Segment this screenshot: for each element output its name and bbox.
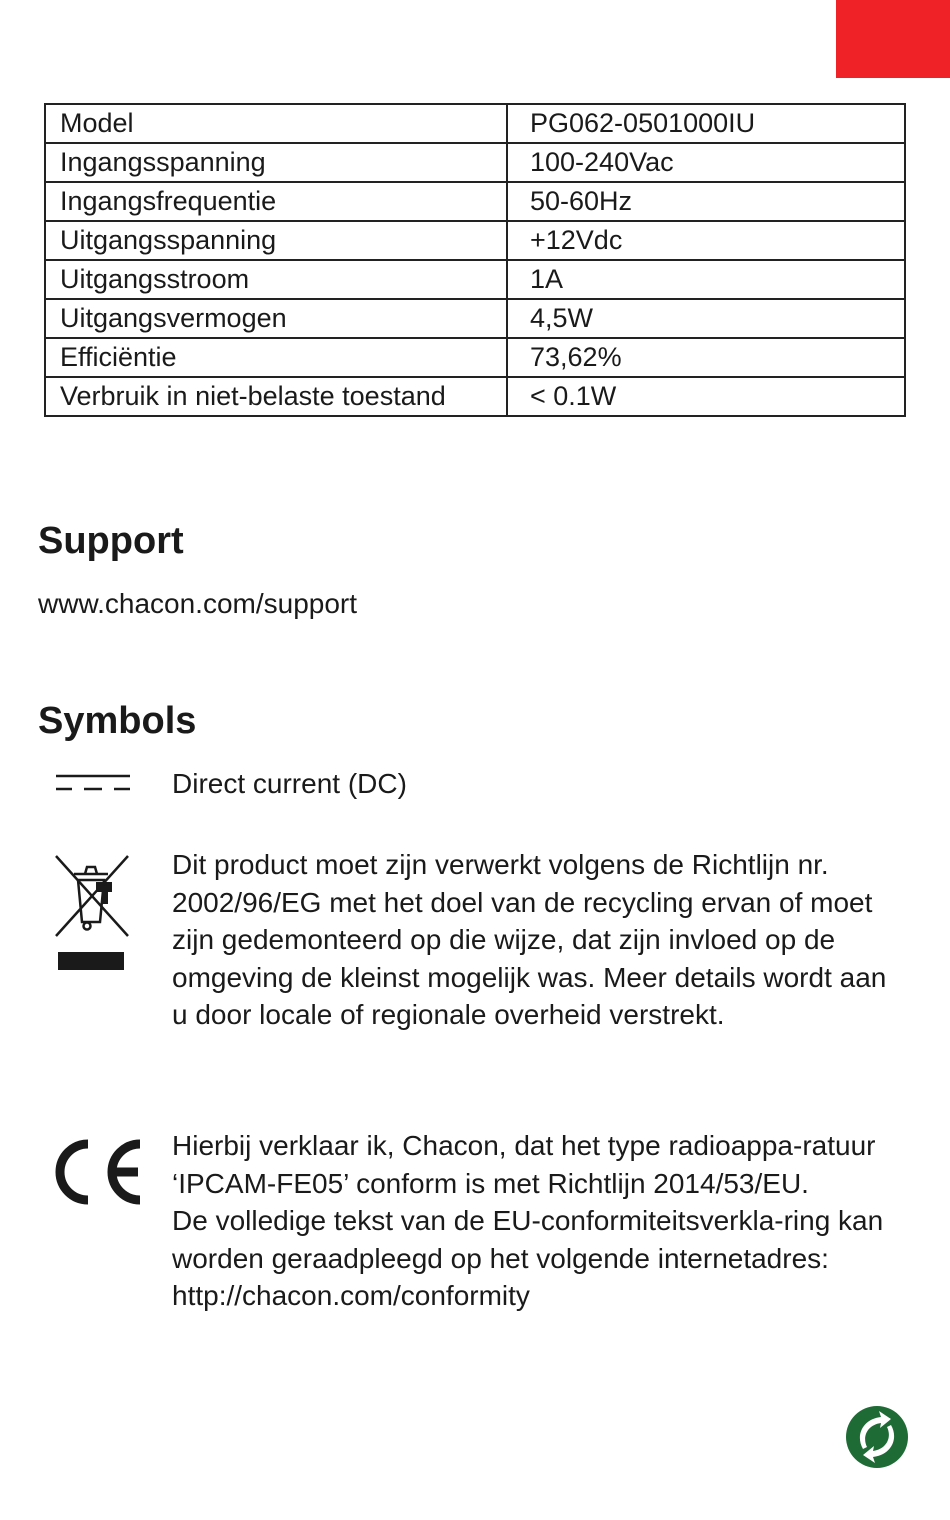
spec-value: 4,5W: [507, 299, 905, 338]
spec-value: PG062-0501000IU: [507, 104, 905, 143]
corner-color-tab: [836, 0, 950, 78]
support-link[interactable]: www.chacon.com/support: [38, 588, 358, 619]
spec-label: Verbruik in niet-belaste toestand: [45, 377, 507, 416]
direct-current-icon: [54, 772, 132, 794]
table-row: [45, 182, 905, 221]
spec-value: < 0.1W: [507, 377, 905, 416]
spec-label: Ingangsspanning: [45, 143, 507, 182]
table-row: [45, 338, 905, 377]
crossed-out-bin-icon: [52, 852, 132, 972]
spec-value: +12Vdc: [507, 221, 905, 260]
spec-label: Efficiëntie: [45, 338, 507, 377]
ce-declaration-text: Hierbij verklaar ik, Chacon, dat het type radioappa-ratuur ‘IPCAM-FE05’ conform is met Richtlijn 2014/53/EU.: [172, 1130, 876, 1199]
spec-value: 1A: [507, 260, 905, 299]
spec-label: Uitgangsvermogen: [45, 299, 507, 338]
spec-value: 100-240Vac: [507, 143, 905, 182]
ce-symbol-text: [172, 1127, 902, 1315]
spec-label: Uitgangsstroom: [45, 260, 507, 299]
symbols-heading: Symbols: [38, 700, 197, 742]
green-dot-recycling-icon: [845, 1405, 909, 1469]
table-row: [45, 299, 905, 338]
spec-label: Uitgangsspanning: [45, 221, 507, 260]
table-row: [45, 260, 905, 299]
support-heading: Support: [38, 520, 184, 562]
dc-symbol-text: Direct current (DC): [172, 768, 407, 799]
table-row: [45, 143, 905, 182]
weee-symbol-text: Dit product moet zijn verwerkt volgens de Richtlijn nr. 2002/96/EG met het doel van de recycling ervan of moet zijn gedemonteerd op die wijze, dat zijn invloed op de omgeving de kleinst mogelijk was. Meer details wordt aan u door locale of regionale overheid verstrekt.: [172, 849, 887, 1030]
ce-mark-icon: [44, 1136, 144, 1208]
spec-value: 73,62%: [507, 338, 905, 377]
table-row: [45, 377, 905, 416]
spec-label: Ingangsfrequentie: [45, 182, 507, 221]
spec-label: Model: [45, 104, 507, 143]
specs-table: [44, 103, 906, 417]
table-row: [45, 221, 905, 260]
spec-value: 50-60Hz: [507, 182, 905, 221]
table-row: [45, 104, 905, 143]
ce-conformity-text: De volledige tekst van de EU-conformiteitsverkla-ring kan worden geraadpleegd op het volgende internetadres: http://chacon.com/conformity: [172, 1205, 884, 1311]
